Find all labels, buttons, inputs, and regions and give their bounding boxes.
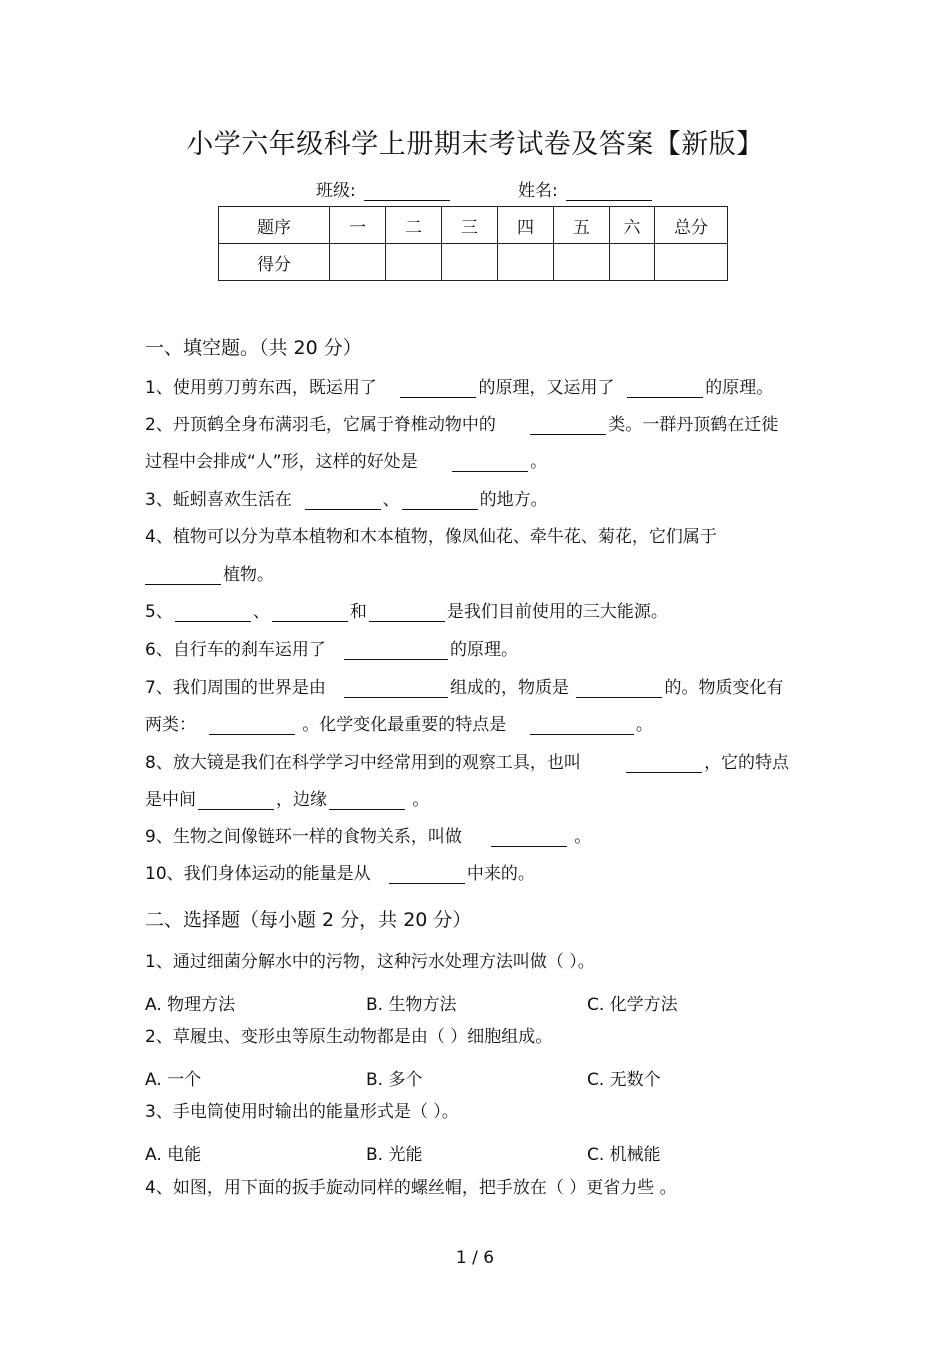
q-text: 的原理，又运用了 <box>478 378 615 398</box>
score-header-cell: 六 <box>610 207 655 244</box>
question-1-4-cont <box>145 565 274 585</box>
q-text: 、 <box>382 490 400 510</box>
score-value-row <box>219 244 728 281</box>
q-text: 4、植物可以分为草本植物和木本植物，像凤仙花、牵牛花、菊花，它们属于 <box>145 527 717 547</box>
score-header-cell: 题序 <box>219 207 330 244</box>
score-header-row <box>219 207 728 244</box>
q-text: 是中间 <box>145 790 196 810</box>
q-text: 两类： <box>145 715 196 735</box>
score-table <box>218 206 728 281</box>
option-b[interactable]: B. 多个 <box>366 1070 423 1090</box>
answer-blank[interactable] <box>369 604 445 622</box>
option-a[interactable]: A. 电能 <box>145 1145 202 1165</box>
question-1-8-cont <box>145 790 429 810</box>
q-text: 中来的。 <box>466 864 535 884</box>
answer-blank[interactable] <box>626 755 702 773</box>
score-cell[interactable] <box>442 244 498 281</box>
answer-blank[interactable] <box>452 454 528 472</box>
q-text: 5、 <box>145 602 173 622</box>
q-text: 。化学变化最重要的特点是 <box>302 715 507 735</box>
q-text: 类。一群丹顶鹤在迁徙 <box>608 415 779 435</box>
q-text: 9、生物之间像链环一样的食物关系，叫做 <box>145 827 462 847</box>
class-label: 班级: <box>316 181 356 201</box>
q-text: ，边缘 <box>276 790 327 810</box>
q-text: 。 <box>635 715 653 735</box>
question-1-10 <box>145 864 535 884</box>
section1-heading: 一、填空题。（共 20 分） <box>145 337 362 359</box>
score-cell[interactable] <box>655 244 728 281</box>
score-header-cell: 二 <box>386 207 442 244</box>
option-c[interactable]: C. 化学方法 <box>587 995 678 1015</box>
q-text: 1、使用剪刀剪东西，既运用了 <box>145 378 377 398</box>
score-row-label: 得分 <box>219 244 330 281</box>
class-field <box>316 176 450 201</box>
answer-blank[interactable] <box>402 492 478 510</box>
option-a[interactable]: A. 物理方法 <box>145 995 236 1015</box>
option-c[interactable]: C. 无数个 <box>587 1070 661 1090</box>
score-cell[interactable] <box>554 244 610 281</box>
question-1-9 <box>145 827 591 847</box>
answer-blank[interactable] <box>344 642 448 660</box>
score-cell[interactable] <box>498 244 554 281</box>
answer-blank[interactable] <box>305 492 381 510</box>
class-blank <box>364 182 450 201</box>
page-number: 1 / 6 <box>455 1248 495 1268</box>
answer-blank[interactable] <box>400 380 476 398</box>
q-text: ，它的特点 <box>704 753 790 773</box>
question-1-4 <box>145 527 717 547</box>
q-text: 的。物质变化有 <box>664 678 784 698</box>
question-1-7-cont <box>145 715 653 735</box>
q-text: 组成的，物质是 <box>450 678 570 698</box>
name-label: 姓名: <box>518 181 558 201</box>
q-text: 2、丹顶鹤全身布满羽毛，它属于脊椎动物中的 <box>145 415 496 435</box>
answer-blank[interactable] <box>209 717 295 735</box>
answer-blank[interactable] <box>329 792 405 810</box>
score-cell[interactable] <box>386 244 442 281</box>
answer-blank[interactable] <box>389 866 465 884</box>
option-c[interactable]: C. 机械能 <box>587 1145 661 1165</box>
answer-blank[interactable] <box>627 380 703 398</box>
score-cell[interactable] <box>610 244 655 281</box>
question-1-5 <box>145 602 668 622</box>
score-cell[interactable] <box>330 244 386 281</box>
q-text: 。 <box>574 827 592 847</box>
q-text: 是我们目前使用的三大能源。 <box>446 602 668 622</box>
q-text: 的原理。 <box>450 640 519 660</box>
question-1-2-cont <box>145 452 547 472</box>
answer-blank[interactable] <box>530 417 606 435</box>
q-text: 10、我们身体运动的能量是从 <box>145 864 371 884</box>
option-b[interactable]: B. 生物方法 <box>366 995 457 1015</box>
score-header-cell: 总分 <box>655 207 728 244</box>
answer-blank[interactable] <box>145 567 221 585</box>
question-2-2: 2、草履虫、变形虫等原生动物都是由（ ）细胞组成。 <box>145 1027 553 1047</box>
q-text: 的原理。 <box>705 378 774 398</box>
answer-blank[interactable] <box>491 829 567 847</box>
answer-blank[interactable] <box>530 717 634 735</box>
q-text: 7、我们周围的世界是由 <box>145 678 326 698</box>
answer-blank[interactable] <box>576 680 662 698</box>
option-b[interactable]: B. 光能 <box>366 1145 423 1165</box>
q-text: 、 <box>252 602 270 622</box>
answer-blank[interactable] <box>175 604 251 622</box>
q-text: 。 <box>530 452 548 472</box>
score-header-cell: 五 <box>554 207 610 244</box>
name-field <box>518 176 652 201</box>
page-title: 小学六年级科学上册期末考试卷及答案【新版】 <box>186 129 764 160</box>
question-1-2 <box>145 415 778 435</box>
answer-blank[interactable] <box>344 680 448 698</box>
section2-heading: 二、选择题（每小题 2 分，共 20 分） <box>145 909 472 931</box>
q-text: 。 <box>412 790 430 810</box>
q-text: 3、蚯蚓喜欢生活在 <box>145 490 292 510</box>
q-text: 8、放大镜是我们在科学学习中经常用到的观察工具，也叫 <box>145 753 581 773</box>
question-2-1: 1、通过细菌分解水中的污物，这种污水处理方法叫做（ ）。 <box>145 952 595 972</box>
answer-blank[interactable] <box>272 604 348 622</box>
answer-blank[interactable] <box>198 792 274 810</box>
question-2-3: 3、手电筒使用时输出的能量形式是（ ）。 <box>145 1102 459 1122</box>
question-1-8 <box>145 753 789 773</box>
question-1-6 <box>145 640 518 660</box>
q-text: 6、自行车的刹车运用了 <box>145 640 326 660</box>
name-blank <box>566 182 652 201</box>
question-1-7 <box>145 678 783 698</box>
q-text: 的地方。 <box>479 490 548 510</box>
option-a[interactable]: A. 一个 <box>145 1070 202 1090</box>
score-header-cell: 三 <box>442 207 498 244</box>
q-text: 过程中会排成“人”形，这样的好处是 <box>145 452 418 472</box>
question-1-1 <box>145 378 773 398</box>
q-text: 和 <box>349 602 367 622</box>
question-2-4: 4、如图，用下面的扳手旋动同样的螺丝帽，把手放在（ ）更省力些 。 <box>145 1178 677 1198</box>
score-header-cell: 一 <box>330 207 386 244</box>
q-text: 植物。 <box>223 565 274 585</box>
score-header-cell: 四 <box>498 207 554 244</box>
question-1-3 <box>145 490 548 510</box>
